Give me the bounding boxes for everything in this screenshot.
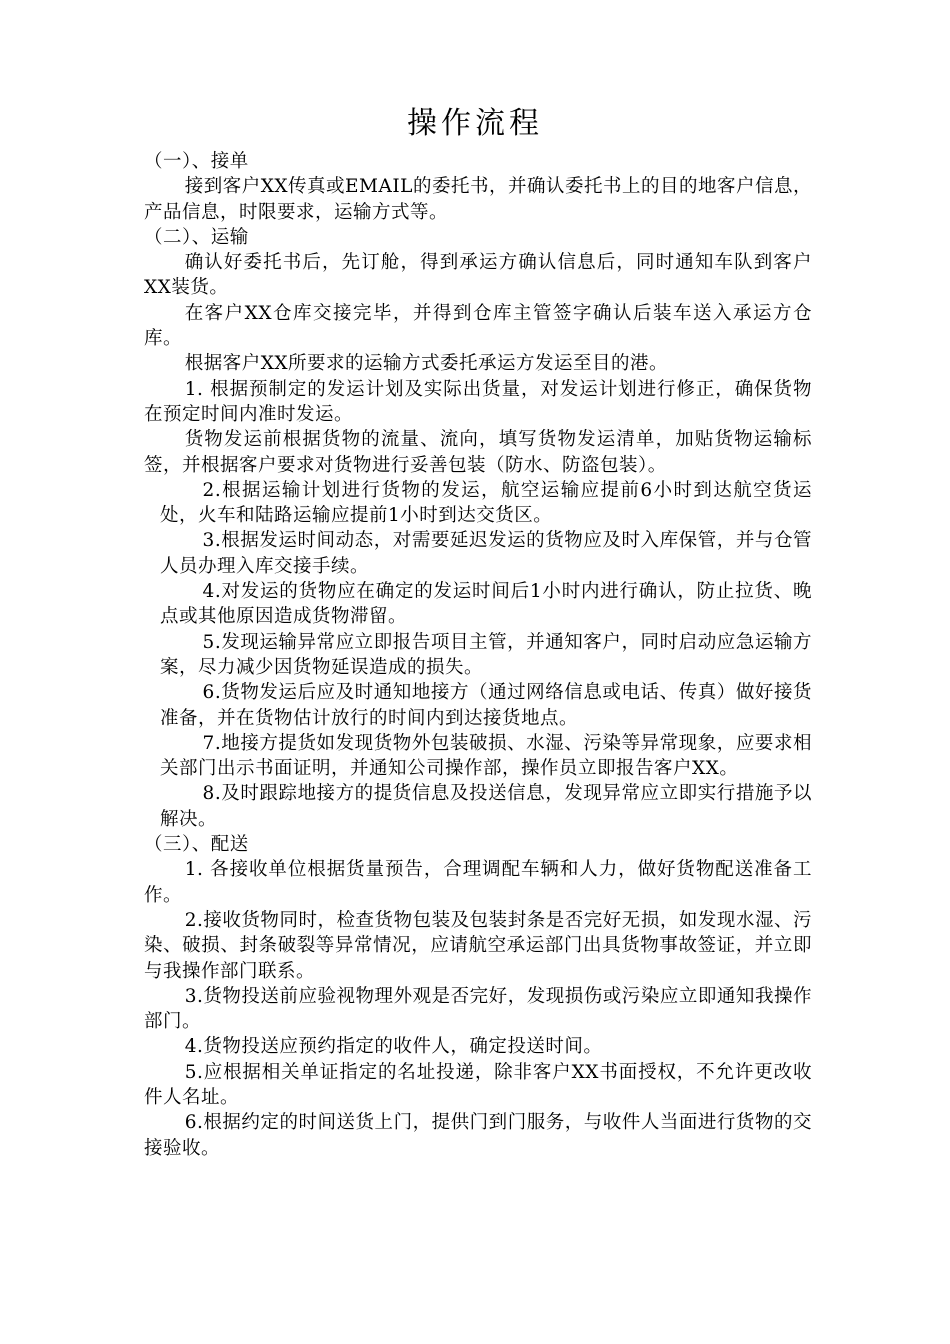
section-heading: （二）、运输 [144,226,249,248]
paragraph: 4.货物投送应预约指定的收件人，确定投送时间。 [184,1036,603,1058]
paragraph: 6.根据约定的时间送货上门，提供门到门服务，与收件人当面进行货物的交接验收。 [144,1112,812,1159]
paragraph: 1. 各接收单位根据货量预告，合理调配车辆和人力，做好货物配送准备工作。 [144,859,812,906]
section-heading: （三）、配送 [144,834,249,856]
paragraph: 2.接收货物同时，检查货物包装及包装封条是否完好无损，如发现水湿、污染、破损、封条破裂等异常情况，应请航空承运部门出具货物事故签证，并立即与我操作部门联系。 [144,909,812,982]
paragraph: 根据客户XX所要求的运输方式委托承运方发运至目的港。 [184,353,669,375]
paragraph: 1. 根据预制定的发运计划及实际出货量，对发运计划进行修正，确保货物在预定时间内准时发运。 [144,378,812,425]
paragraph: 7.地接方提货如发现货物外包装破损、水湿、污染等异常现象，应要求相关部门出示书面证明，并通知公司操作部，操作员立即报告客户XX。 [160,732,812,780]
document-body [144,149,812,1161]
paragraph: 货物发运前根据货物的流量、流向，填写货物发运清单，加贴货物运输标签，并根据客户要求对货物进行妥善包装（防水、防盗包装）。 [144,429,812,476]
paragraph: 2.根据运输计划进行货物的发运，航空运输应提前6小时到达航空货运处，火车和陆路运输应提前1小时到达交货区。 [160,479,812,527]
paragraph: 4.对发运的货物应在确定的发运时间后1小时内进行确认，防止拉货、晚点或其他原因造成货物滞留。 [160,581,812,628]
page-title: 操作流程 [407,106,543,141]
paragraph: 3.货物投送前应验视物理外观是否完好，发现损伤或污染应立即通知我操作部门。 [144,985,812,1033]
paragraph: 在客户XX仓库交接完毕，并得到仓库主管签字确认后装车送入承运方仓库。 [144,302,812,350]
paragraph: 接到客户XX传真或EMAIL的委托书，并确认委托书上的目的地客户信息，产品信息，时限要求，运输方式等。 [144,176,812,223]
paragraph: 8.及时跟踪地接方的提货信息及投送信息，发现异常应立即实行措施予以解决。 [160,783,812,830]
paragraph: 确认好委托书后，先订舱，得到承运方确认信息后，同时通知车队到客户XX装货。 [144,252,812,299]
paragraph: 3.根据发运时间动态，对需要延迟发运的货物应及时入库保管，并与仓管人员办理入库交接手续。 [160,530,812,577]
paragraph: 5.发现运输异常应立即报告项目主管，并通知客户，同时启动应急运输方案，尽力减少因货物延误造成的损失。 [160,631,812,678]
section-heading: （一）、接单 [144,151,249,172]
paragraph: 6.货物发运后应及时通知地接方（通过网络信息或电话、传真）做好接货准备，并在货物估计放行的时间内到达接货地点。 [160,682,812,729]
paragraph: 5.应根据相关单证指定的名址投递，除非客户XX书面授权，不允许更改收件人名址。 [144,1061,812,1108]
